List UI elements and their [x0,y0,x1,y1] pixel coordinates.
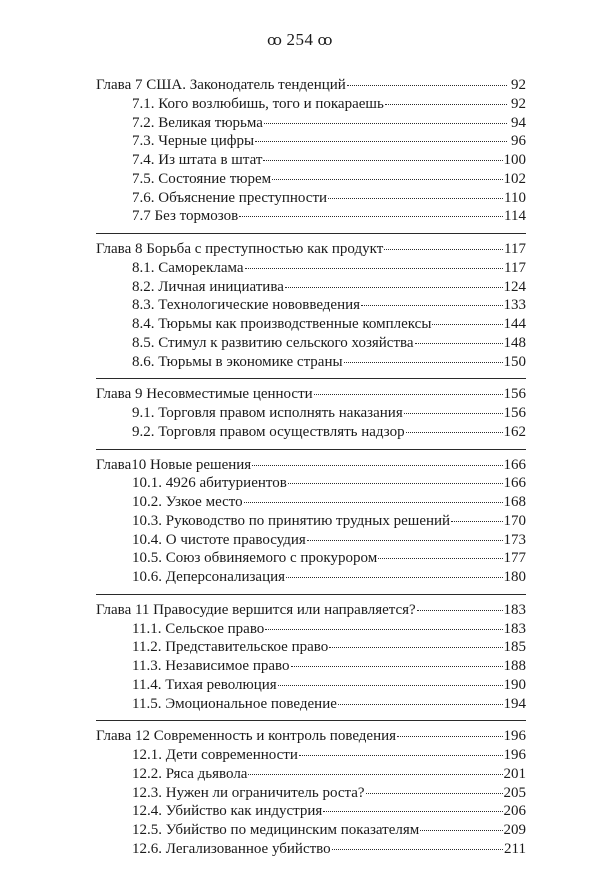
section-entry[interactable] [96,278,526,297]
page-number-ref: 166 [503,475,526,492]
section-title: 10.6. Деперсонализация [132,569,286,585]
dot-leader [384,249,503,250]
section-title: 11.2. Представительское право [132,639,329,656]
dot-leader [451,521,502,522]
section-entry[interactable] [96,114,526,133]
section-title: 7.7 Без тормозов [132,208,239,225]
ornament-right-icon: ꝏ [317,33,333,49]
section-title: 7.1. Кого возлюбишь, того и покараешь [132,95,384,112]
page-number-ref: 183 [503,620,526,637]
section-title: 7.3. Черные цифры [132,133,255,150]
section-title: 8.2. Личная инициатива [132,278,284,295]
section-entry[interactable] [96,95,526,114]
page-number-ref: 100 [503,152,526,168]
section-entry[interactable] [96,695,526,714]
section-title: 10.3. Руководство по принятию трудных решений [132,512,451,529]
dot-leader [397,736,502,737]
page-number-ref: 162 [503,423,526,440]
dot-leader [285,287,503,288]
page-number-ref: 156 [503,405,526,421]
page-number-ref: 117 [504,241,526,257]
dot-leader [307,540,503,541]
section-title: 11.5. Эмоциональное поведение [132,695,337,712]
page-number-ref: 185 [503,639,526,656]
page-number-ref: 150 [503,353,526,370]
section-entry[interactable] [96,296,526,315]
section-title: 8.1. Самореклама [132,259,244,276]
page-number-ref: 110 [504,189,526,206]
dot-leader [417,610,503,611]
section-title: 10.1. 4926 абитуриентов [132,475,287,492]
page-number-ref: 168 [503,494,526,510]
dot-leader [378,558,502,559]
page-number-ref: 196 [503,747,526,763]
page-number-ref: 196 [503,728,526,745]
section-entry[interactable] [96,207,526,226]
section-entry[interactable] [96,620,526,639]
dot-leader [420,830,502,831]
dot-leader [239,216,503,217]
section-entry[interactable] [96,353,526,372]
section-entry[interactable] [96,568,526,587]
section-entry[interactable] [96,334,526,353]
dot-leader [361,305,502,306]
page-header [0,30,600,50]
chapter-entry[interactable] [96,76,526,95]
page-number-ref: 124 [503,278,526,295]
chapter-block [96,76,526,234]
chapter-title: Глава10 Новые решения [96,456,252,473]
ornament-left-icon: ꝏ [267,33,283,49]
dot-leader [329,647,502,648]
page-number-ref: 92 [511,77,526,93]
section-title: 7.2. Великая тюрьма [132,114,263,131]
dot-leader [344,362,503,363]
dot-leader [286,577,502,578]
page-number-ref: 209 [503,822,526,838]
page-number-ref: 170 [503,512,526,529]
dot-leader [263,160,502,161]
dot-leader [385,104,507,105]
page-number-ref: 92 [511,95,526,112]
page-number-ref: 117 [504,259,526,276]
page-number-ref: 102 [503,170,526,187]
dot-leader [415,343,503,344]
chapter-block [96,601,526,722]
section-entry[interactable] [96,638,526,657]
page-number-ref: 166 [503,456,526,473]
dot-leader [278,685,503,686]
dot-leader [406,432,503,433]
dot-leader [252,465,502,466]
section-entry[interactable] [96,802,526,821]
page-number-ref: 180 [503,569,526,585]
dot-leader [323,811,502,812]
dot-leader [299,755,503,756]
section-entry[interactable] [96,404,526,423]
dot-leader [291,666,503,667]
section-title: 7.6. Объяснение преступности [132,189,328,206]
section-title: 10.5. Союз обвиняемого с прокурором [132,550,378,567]
chapter-title: Глава 8 Борьба с преступностью как продукт [96,241,384,257]
section-title: 11.1. Сельское право [132,620,265,637]
dot-leader [245,268,504,269]
page-number-ref: 190 [503,676,526,693]
chapter-entry[interactable] [96,727,526,746]
page-number-ref: 133 [503,297,526,314]
section-title: 8.4. Тюрьмы как производственные комплексы [132,316,432,332]
section-entry[interactable] [96,170,526,189]
page-number: 254 [286,30,314,49]
chapter-title: Глава 11 Правосудие вершится или направляется? [96,601,416,618]
section-title: 11.3. Независимое право [132,658,290,674]
dot-leader [347,85,507,86]
dot-leader [288,483,503,484]
page-number-ref: 188 [503,658,526,674]
chapter-block [96,385,526,449]
page-number-ref: 114 [504,208,526,225]
dot-leader [314,394,503,395]
section-title: 7.4. Из штата в штат [132,152,263,168]
dot-leader [366,793,503,794]
chapter-entry[interactable] [96,385,526,404]
section-entry[interactable] [96,676,526,695]
section-title: 10.4. О чистоте правосудия [132,531,306,548]
table-of-contents [96,76,526,872]
section-title: 12.1. Дети современности [132,747,298,763]
section-entry[interactable] [96,132,526,151]
page-number-ref: 96 [511,133,526,150]
page-number-ref: 211 [504,840,526,857]
section-entry[interactable] [96,765,526,784]
page-number-ref: 183 [503,601,526,618]
page-number-ref: 201 [503,765,526,782]
section-title: 9.2. Торговля правом осуществлять надзор [132,423,405,440]
chapter-title: Глава 9 Несовместимые ценности [96,386,313,403]
section-title: 12.6. Легализованное убийство [132,840,331,857]
section-entry[interactable] [96,259,526,278]
section-entry[interactable] [96,151,526,170]
section-entry[interactable] [96,821,526,840]
section-title: 7.5. Состояние тюрем [132,170,272,187]
page-number-ref: 156 [503,386,526,403]
page-number-ref: 177 [503,550,526,567]
page-number-ref: 205 [503,784,526,801]
chapter-entry[interactable] [96,456,526,475]
chapter-title: Глава 12 Современность и контроль поведения [96,728,397,745]
section-title: 11.4. Тихая революция [132,676,277,693]
section-entry[interactable] [96,784,526,803]
page-number-ref: 148 [503,334,526,351]
dot-leader [264,123,507,124]
section-entry[interactable] [96,657,526,676]
section-entry[interactable] [96,549,526,568]
section-entry[interactable] [96,493,526,512]
dot-leader [244,502,503,503]
chapter-block [96,240,526,379]
section-title: 12.5. Убийство по медицинским показателям [132,822,420,838]
section-title: 12.3. Нужен ли ограничитель роста? [132,784,365,801]
dot-leader [432,324,502,325]
chapter-entry[interactable] [96,601,526,620]
dot-leader [255,141,507,142]
section-title: 9.1. Торговля правом исполнять наказания [132,405,403,421]
section-entry[interactable] [96,189,526,208]
page-number-ref: 144 [503,316,526,332]
section-entry[interactable] [96,746,526,765]
page-number-ref: 173 [503,531,526,548]
section-title: 12.4. Убийство как индустрия [132,803,323,820]
section-title: 8.5. Стимул к развитию сельского хозяйства [132,334,414,351]
section-title: 10.2. Узкое место [132,494,243,510]
dot-leader [248,774,502,775]
chapter-block [96,727,526,865]
dot-leader [272,179,502,180]
page-number-ref: 194 [503,695,526,712]
page-number-ref: 94 [511,114,526,131]
section-entry[interactable] [96,531,526,550]
section-entry[interactable] [96,423,526,442]
section-entry[interactable] [96,474,526,493]
section-title: 8.3. Технологические нововведения [132,297,361,314]
chapter-entry[interactable] [96,240,526,259]
chapter-title: Глава 7 США. Законодатель тенденций [96,77,346,93]
dot-leader [265,629,502,630]
dot-leader [404,413,503,414]
dot-leader [338,704,503,705]
dot-leader [328,198,503,199]
section-title: 8.6. Тюрьмы в экономике страны [132,353,343,370]
section-entry[interactable] [96,512,526,531]
section-entry[interactable] [96,315,526,334]
chapter-block [96,456,526,595]
section-entry[interactable] [96,840,526,859]
section-title: 12.2. Ряса дьявола [132,765,248,782]
page-number-ref: 206 [503,803,526,820]
